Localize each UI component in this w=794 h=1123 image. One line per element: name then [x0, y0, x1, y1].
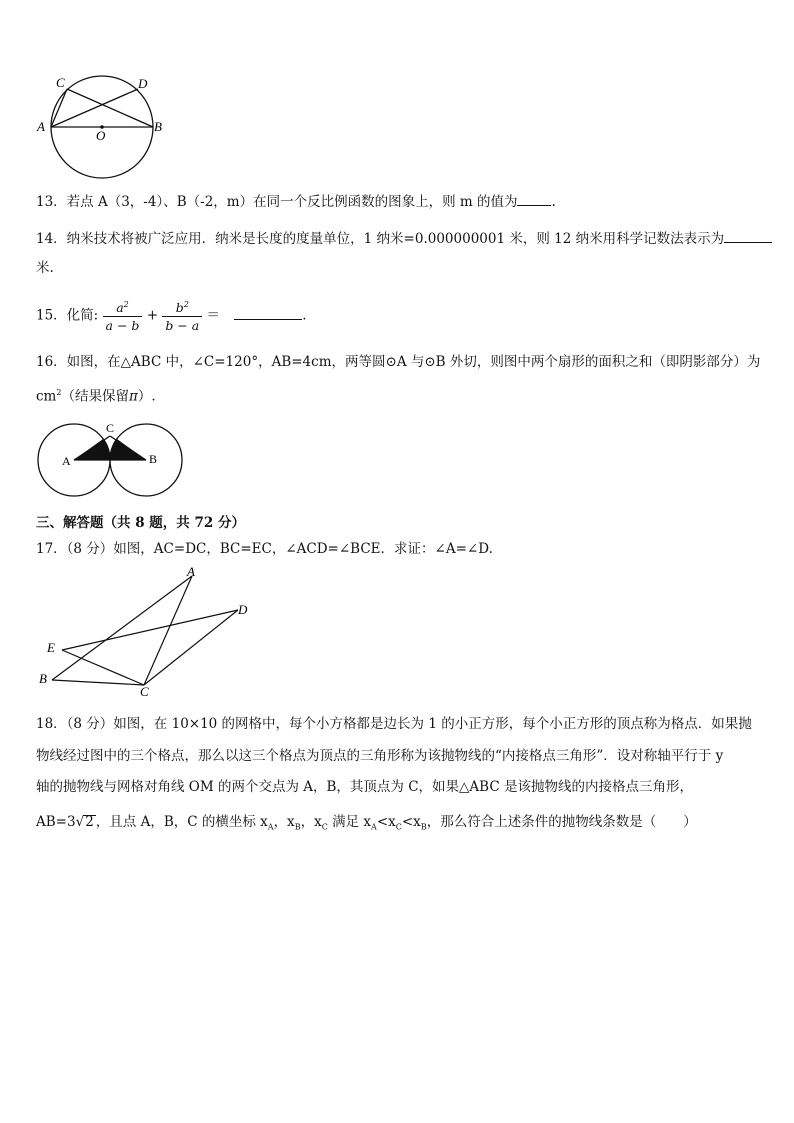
- q14-answer-blank[interactable]: [724, 228, 772, 243]
- circle-figure-q12: [34, 72, 174, 184]
- two-circles-figure-q16: [36, 418, 188, 502]
- q15-answer-blank[interactable]: [234, 305, 302, 320]
- segment-ec: [62, 650, 144, 685]
- frac1-numerator: a: [116, 300, 124, 316]
- equals-sign: ＝: [206, 307, 220, 324]
- label-b: B: [154, 119, 162, 134]
- q13-answer-blank[interactable]: [517, 191, 551, 206]
- frac2-denominator: b − a: [165, 318, 200, 334]
- question-14-line-1: [36, 228, 772, 249]
- fraction-2: $\frac{b^2}{b - a}$: [162, 297, 202, 335]
- q17-text: 17．（8 分）如图，AC=DC，BC=EC，∠ACD=∠BCE．求证：∠A=∠D.: [36, 541, 493, 557]
- label-d: D: [138, 76, 148, 91]
- label-c: C: [106, 421, 115, 435]
- q14-unit: 米.: [36, 260, 54, 276]
- q14-text: 14．纳米技术将被广泛应用．纳米是长度的度量单位，1 纳米=0.000000001 米，则 12 纳米用科学记数法表示为: [36, 231, 725, 247]
- q13-end: .: [551, 194, 556, 210]
- segment-ed: [62, 610, 238, 650]
- chord-cb: [67, 89, 153, 127]
- section-3-heading: 三、解答题（共 8 题，共 72 分）: [36, 515, 245, 531]
- fraction-1: $\frac{a^2}{a - b}$: [103, 297, 143, 335]
- question-16-line-2: $cm^2$（结果保留π）.: [36, 388, 156, 405]
- q16-text: 16．如图，在△ABC 中，∠C=120°，AB=4cm，两等圆⊙A 与⊙B 外切，则图中两个扇形的面积之和（即阴影部分）为: [36, 354, 761, 370]
- segment-bc: [52, 680, 144, 685]
- triangle-figure-q17: [34, 562, 254, 698]
- question-18-line-4: AB=3√2 ，且点 A，B，C 的横坐标 $x_A$，$x_B$，$x_C$ 满足 $x_A<x_C<x_B$，那么符合上述条件的抛物线条数是（ ）: [36, 814, 697, 832]
- question-16-line-1: [36, 352, 760, 372]
- plus-sign: +: [146, 307, 159, 324]
- frac2-numerator: b: [175, 300, 184, 316]
- segment-ab: [52, 576, 192, 680]
- q15-prefix: 15．化简:: [36, 307, 99, 324]
- sqrt-radicand: 2: [85, 814, 94, 830]
- label-a: A: [37, 119, 45, 134]
- label-o: O: [96, 128, 106, 143]
- label-c: C: [140, 684, 149, 698]
- question-14-line-2: [36, 258, 54, 278]
- frac1-denominator: a − b: [105, 318, 140, 334]
- label-d: D: [238, 602, 248, 617]
- label-a: A: [62, 454, 71, 468]
- pi-symbol: π: [128, 388, 138, 405]
- question-13: [36, 191, 556, 212]
- question-15: [36, 297, 307, 335]
- q13-text: 13．若点 A（3，-4）、B（-2，m）在同一个反比例函数的图象上，则 m 的值为: [36, 194, 518, 210]
- sqrt-symbol: √: [75, 814, 85, 830]
- label-c: C: [56, 75, 65, 90]
- q15-end: .: [302, 307, 307, 324]
- segment-ac: [144, 576, 192, 685]
- label-e: E: [47, 640, 55, 655]
- question-17: [36, 539, 493, 559]
- question-18-line-1: 18．（8 分）如图，在 10×10 的网格中，每个小方格都是边长为 1 的小正方形，每个小正方形的顶点称为格点．如果抛: [36, 716, 752, 732]
- label-b: B: [149, 452, 158, 466]
- label-a: A: [187, 564, 195, 579]
- label-b: B: [39, 671, 47, 686]
- question-18-line-3: 轴的抛物线与网格对角线 OM 的两个交点为 A，B，其顶点为 C，如果△ABC 是该抛物线的内接格点三角形，: [36, 779, 693, 795]
- question-18-line-2: 物线经过图中的三个格点，那么以这三个格点为顶点的三角形称为该抛物线的“内接格点三角形”．设对称轴平行于 y: [36, 748, 724, 764]
